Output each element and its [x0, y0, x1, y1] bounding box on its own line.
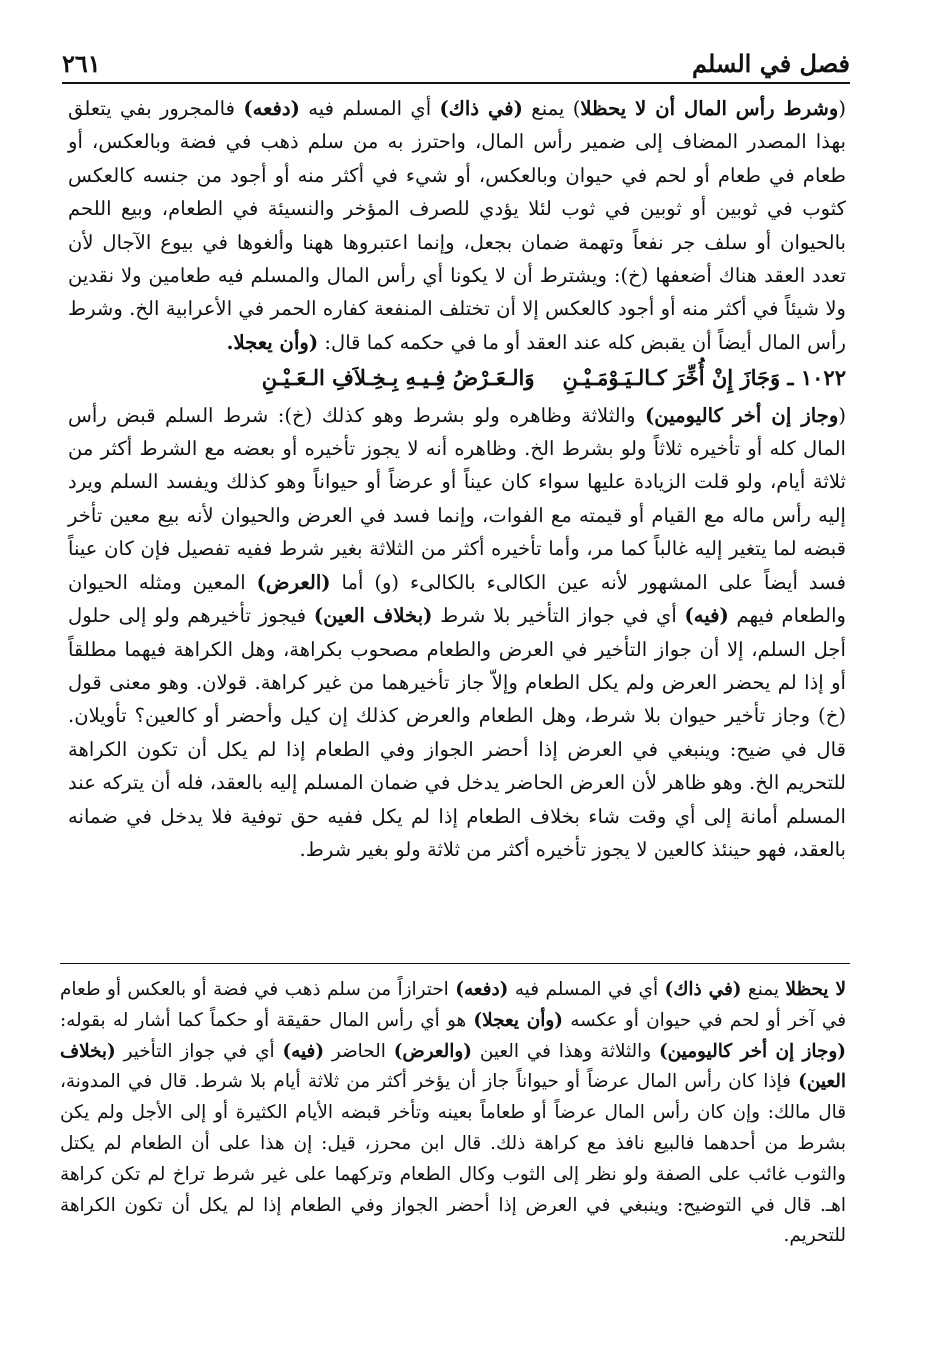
verse-line [68, 361, 846, 394]
commentary-text: فيجوز تأخيرهم ولو إلى حلول أجل السلم، إلا أن جواز التأخير في العرض والطعام مصحوب بكراهة، وهل الكراهة فيهما مطلقاً أو إذا لم يحضر العرض ولم يكل الطعام وإلاّ جاز تأخيرهما من غير كراهة. قولان. وهو معنى قول (خ) وجاز تأخير حيوان بلا شرط، وهل الطعام والعرض كذلك إن كيل وأحضر أو كالعين؟ تأويلان. قال في ضيح: وينبغي في العرض إذا أحضر الجواز وفي الطعام إذا لم يكل أن تكون الكراهة للتحريم الخ. وهو ظاهر لأن العرض الحاضر يدخل في ضمان المسلم إليه بالعقد، فله أن يتركه عند المسلم أمانة إلى أي وقت شاء بخلاف الطعام إذا لم يكل ففيه حق توفية فلا يدخل في ضمانه بالعقد، فهو حينئذ كالعين لا يجوز تأخيره أكثر من ثلاثة ولو بغير شرط. [68, 604, 846, 861]
footnote-text: احترازاً من سلم ذهب في فضة أو بالعكس أو طعام في آخر أو لحم في حيوان أو عكسه [60, 979, 846, 1031]
footnote-text: فإذا كان رأس المال عرضاً أو حيواناً جاز أن يؤخر أكثر من ثلاثة أيام بلا شرط. قال في المدونة، قال مالك: وإن كان رأس المال عرضاً أو طعاماً بعينه وتأخر قبضه الأيام الكثيرة أو إلى الأجل ولم يكن بشرط من أحدهما فالبيع نافذ مع كراهة ذلك. قال ابن محرز، قيل: إن هذا على أن الطعام لم يكتل والثوب غائب على الصفة ولو نظر إلى الثوب وكال الطعام وتركهما على غير شرط تراخ لم تكن كراهة اهـ. قال في التوضيح: وينبغي في العرض إذا أحضر الجواز وفي الطعام إذا لم يكل أن تكون الكراهة للتحريم. [60, 1071, 846, 1247]
verse-hemistich-2: وَالـعَـرْضُ فِـيـهِ بِـخِـلاَفِ الـعَـيْـنِ [261, 365, 535, 391]
main-text [68, 92, 846, 866]
footnote-paragraph [60, 975, 846, 1252]
chapter-title: فصل في السلم [692, 49, 850, 78]
matn-phrase: (في ذاك) [664, 979, 742, 1000]
verse-hemistich-1: ١٠٢٢ ـ وَجَازَ إِنْ أُخِّرَ كـالـيَـوْمَـيْـنِ [562, 365, 846, 391]
matn-phrase: (بخلاف العين) [313, 604, 433, 628]
commentary-text: أي المسلم فيه [299, 97, 440, 120]
header-rule [62, 82, 850, 84]
footnote-text: يمنع [741, 979, 786, 1000]
paragraph-2: (وجاز إن أخر كاليومين) والثلاثة وظاهره ولو بشرط وهو كذلك (خ): شرط السلم قبض رأس المال كله أو تأخيره ثلاثاً ولو بشرط الخ. وظاهره أنه لا يجوز تأخيره أو بعضه مع الشرط أكثر من ثلاثة أيام، ولو قلت الزيادة عليها سواء كان عيناً أو عرضاً أو حيواناً وهو كذلك ويفسد السلم ويرد إليه رأس ماله مع القيام أو قيمته مع الفوات، وإنما فسد في العرض والحيوان لأنه بيع معين تأخر قبضه لما يتغير إليه غالباً كما مر، وأما تأخيره أكثر من الثلاثة بغير شرط ففيه تفصيل فإن كان عيناً فسد أيضاً على المشهور لأنه عين الكالىء بالكالىء (و) أما (العرض) المعين ومثله الحيوان والطعام فيهم (فيه) أي في جواز التأخير بلا شرط (بخلاف العين) فيجوز تأخيرهم ولو إلى حلول أجل السلم، إلا أن جواز التأخير في العرض والطعام مصحوب بكراهة، وهل الكراهة فيهما مطلقاً أو إذا لم يحضر العرض ولم يكل الطعام وإلاّ جاز تأخيرهما من غير كراهة. قولان. وهو معنى قول (خ) وجاز تأخير حيوان بلا شرط، وهل الطعام والعرض كذلك إن كيل وأحضر أو كالعين؟ تأويلان. قال في ضيح: وينبغي في العرض إذا أحضر الجواز وفي الطعام إذا لم يكل أن تكون الكراهة للتحريم الخ. وهو ظاهر لأن العرض الحاضر يدخل في ضمان المسلم إليه بالعقد، فله أن يتركه عند المسلم أمانة إلى أي وقت شاء بخلاف الطعام إذا لم يكل ففيه حق توفية فلا يدخل في ضمانه بالعقد، فهو حينئذ كالعين لا يجوز تأخيره أكثر من ثلاثة ولو بغير شرط. [68, 403, 846, 861]
matn-phrase: (وأن يعجلا. [226, 330, 319, 354]
commentary-text: المعين ومثله الحيوان والطعام فيهم [68, 570, 846, 628]
commentary-text: ) يمنع [522, 97, 581, 120]
matn-phrase: (فيه) [684, 604, 729, 628]
page-header [62, 30, 850, 78]
matn-phrase: (العرض) [256, 570, 331, 594]
matn-phrase: (دفعه) [455, 979, 509, 1000]
matn-phrase: (وجاز إن أخر كاليومين) [658, 1040, 846, 1062]
matn-phrase: (دفعه) [243, 97, 300, 120]
matn-phrase: (بخلاف العين) [60, 1040, 846, 1093]
matn-phrase: (والعرض) [393, 1040, 472, 1062]
page-number: ٢٦١ [62, 49, 101, 78]
footnote-text: أي في جواز التأخير [115, 1040, 283, 1062]
matn-phrase: (وأن يعجلا) [473, 1009, 563, 1031]
matn-phrase: (في ذاك) [439, 97, 523, 120]
matn-phrase: (فيه) [282, 1040, 325, 1062]
commentary-text: فالمجرور بفي يتعلق بهذا المصدر المضاف إلى ضمير رأس المال، واحترز به من سلم ذهب في فضة وبالعكس، أو طعام في طعام أو لحم في حيوان وبالعكس، أو شيء في أكثر منه أو أجود من جنسه كالعكس كثوب في ثوبين أو ثوبين في ثوب لئلا يؤدي للصرف المؤخر والنسيئة في الطعام، وبيع اللحم بالحيوان أو سلف جر نفعاً وتهمة ضمان بجعل، وإنما اعتبروها ههنا وألغوها في بيوع الآجال لأن تعدد العقد هناك أضعفها (خ): ويشترط أن لا يكونا أي رأس المال والمسلم فيه طعامين ولا نقدين ولا شيئاً في أكثر منه أو أجود كالعكس إلا أن تختلف المنفعة كفاره الحمر في الأعرابية الخ. وشرط رأس المال أيضاً أن يقبض كله عند العقد أو ما في حكمه كما قال: [68, 97, 846, 354]
footnote-rule [60, 963, 850, 964]
footnote [60, 975, 846, 1252]
paren-open: ( [838, 97, 847, 120]
paragraph-1 [68, 92, 846, 359]
commentary-text: والثلاثة وظاهره ولو بشرط وهو كذلك (خ): شرط السلم قبض رأس المال كله أو تأخيره ثلاثاً ولو بشرط الخ. وظاهره أنه لا يجوز تأخيره أو بعضه مع الشرط أكثر من ثلاثة أيام، ولو قلت الزيادة عليها سواء كان عيناً أو عرضاً أو حيواناً وهو كذلك ويفسد السلم ويرد إليه رأس ماله مع القيام أو قيمته مع الفوات، وإنما فسد في العرض والحيوان لأنه بيع معين تأخر قبضه لما يتغير إليه غالباً كما مر، وأما تأخيره أكثر من الثلاثة بغير شرط ففيه تفصيل فإن كان عيناً فسد أيضاً على المشهور لأنه عين الكالىء بالكالىء (و) أما [68, 403, 846, 594]
footnote-text: أي في المسلم فيه [508, 979, 665, 1000]
footnote-text: الحاضر [324, 1040, 394, 1062]
footnote-text: هو أي رأس المال حقيقة أو حكماً كما أشار له بقوله: [60, 1009, 474, 1031]
matn-phrase: وشرط رأس المال أن لا يحظلا [580, 97, 839, 120]
commentary-text: أي في جواز التأخير بلا شرط [432, 604, 685, 628]
matn-phrase: لا يحظلا [785, 979, 847, 1000]
matn-phrase: وجاز إن أخر كاليومين) [645, 403, 839, 427]
footnote-text: والثلاثة وهذا في العين [471, 1040, 659, 1062]
